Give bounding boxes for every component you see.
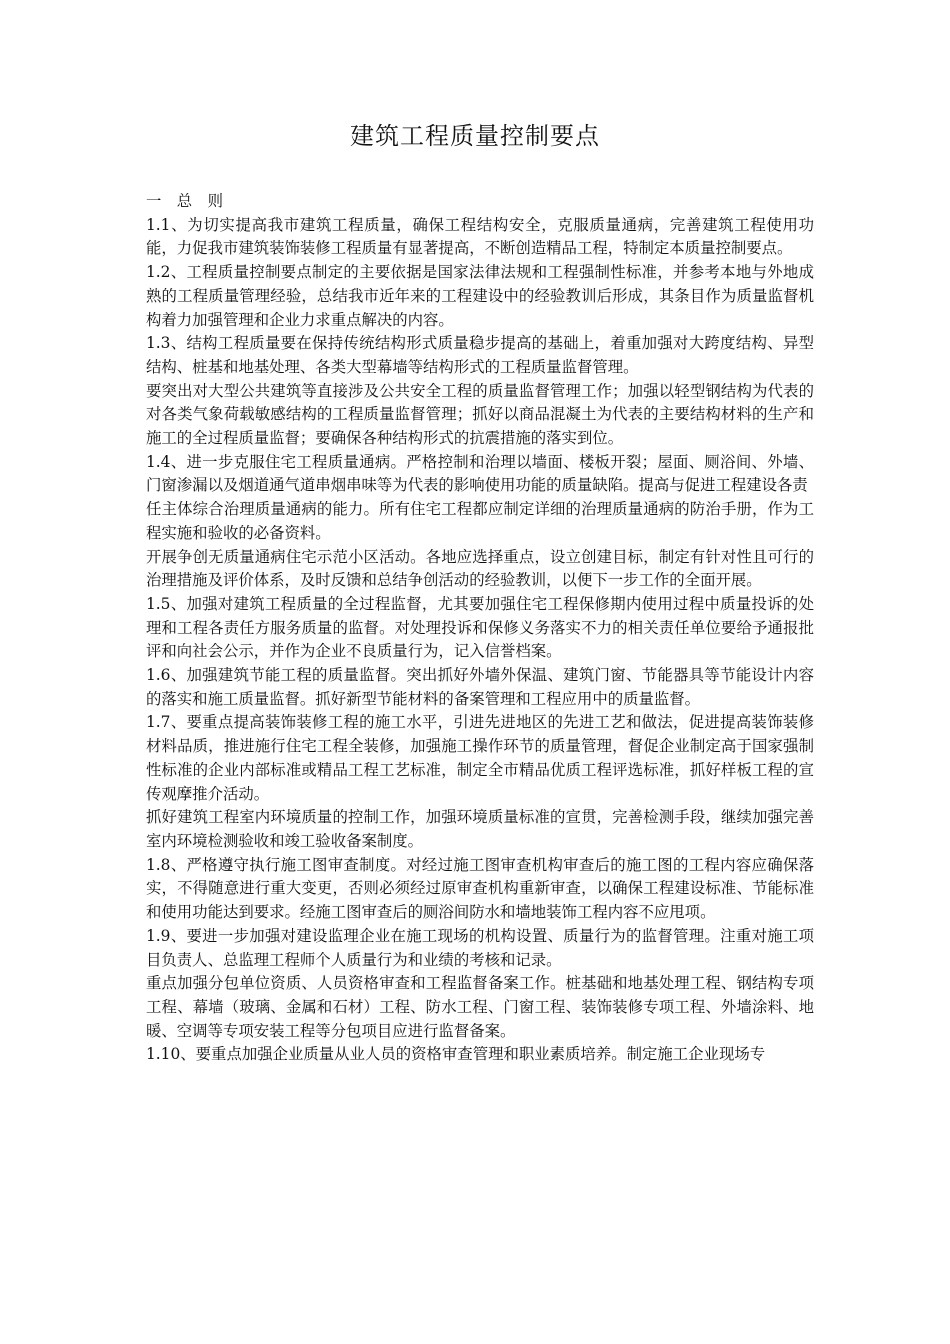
document-body — [146, 190, 814, 1067]
paragraph-1-8: 1.8、严格遵守执行施工图审查制度。对经过施工图审查机构审查后的施工图的工程内容应确保落实，不得随意进行重大变更，否则必须经过原审查机构重新审查，以确保工程建设标准、节能标准和使用功能达到要求。经施工图审查后的厕浴间防水和墙地装饰工程内容不应甩项。 — [146, 855, 814, 922]
paragraph-1-4-cont-2: 开展争创无质量通病住宅示范小区活动。各地应选择重点，设立创建目标，制定有针对性且可行的治理措施及评价体系，及时反馈和总结争创活动的经验教训，以便下一步工作的全面开展。 — [146, 547, 814, 590]
paragraph-1-5: 1.5、加强对建筑工程质量的全过程监督，尤其要加强住宅工程保修期内使用过程中质量投诉的处理和工程各责任方服务质量的监督。对处理投诉和保修义务落实不力的相关责任单位要给予通报批评和向社会公示，并作为企业不良质量行为，记入信誉档案。 — [146, 594, 814, 661]
paragraph-1-10: 1.10、要重点加强企业质量从业人员的资格审查管理和职业素质培养。制定施工企业现场专 — [146, 1045, 766, 1064]
paragraph-1-7: 1.7、要重点提高装饰装修工程的施工水平，引进先进地区的先进工艺和做法，促进提高装饰装修材料品质，推进施行住宅工程全装修，加强施工操作环节的质量管理，督促企业制定高于国家强制性标准的企业内部标准或精品工程工艺标准，制定全市精品优质工程评选标准，抓好样板工程的宣传观摩推介活动。 — [146, 713, 814, 803]
document-title: 建筑工程质量控制要点 — [350, 122, 600, 150]
paragraph-1-2: 1.2、工程质量控制要点制定的主要依据是国家法律法规和工程强制性标准，并参考本地与外地成熟的工程质量管理经验，总结我市近年来的工程建设中的经验教训后形成，其条目作为质量监督机构着力加强管理和企业力求重点解决的内容。 — [146, 263, 814, 329]
paragraph-1-9: 1.9、要进一步加强对建设监理企业在施工现场的机构设置、质量行为的监督管理。注重对施工项目负责人、总监理工程师个人质量行为和业绩的考核和记录。 — [146, 926, 814, 969]
paragraph-1-4-cont: 任主体综合治理质量通病的能力。所有住宅工程都应制定详细的治理质量通病的防治手册，作为工程实施和验收的必备资料。 — [146, 500, 814, 542]
paragraph-1-7-cont: 抓好建筑工程室内环境质量的控制工作，加强环境质量标准的宣贯，完善检测手段，继续加强完善室内环境检测验收和竣工验收备案制度。 — [146, 808, 814, 850]
paragraph-1-3-cont: 要突出对大型公共建筑等直接涉及公共安全工程的质量监督管理工作；加强以轻型钢结构为代表的对各类气象荷载敏感结构的工程质量监督管理；抓好以商品混凝土为代表的主要结构材料的生产和施工的全过程质量监督；要确保各种结构形式的抗震措施的落实到位。 — [146, 381, 814, 448]
paragraph-1-4: 1.4、进一步克服住宅工程质量通病。严格控制和治理以墙面、楼板开裂；屋面、厕浴间、外墙、门窗渗漏以及烟道通气道串烟串味等为代表的影响使用功能的质量缺陷。提高与促进工程建设各责 — [146, 452, 814, 495]
paragraph-1-1: 1.1、为切实提高我市建筑工程质量，确保工程结构安全，克服质量通病，完善建筑工程使用功能，力促我市建筑装饰装修工程质量有显著提高，不断创造精品工程，特制定本质量控制要点。 — [146, 215, 814, 258]
paragraph-1-6: 1.6、加强建筑节能工程的质量监督。突出抓好外墙外保温、建筑门窗、节能器具等节能设计内容的落实和施工质量监督。抓好新型节能材料的备案管理和工程应用中的质量监督。 — [146, 666, 814, 708]
paragraph-1-3: 1.3、结构工程质量要在保持传统结构形式质量稳步提高的基础上，着重加强对大跨度结构、异型结构、桩基和地基处理、各类大型幕墙等结构形式的工程质量监督管理。 — [146, 334, 814, 376]
section-heading: 一 总 则 — [146, 192, 223, 210]
paragraph-1-9-cont: 重点加强分包单位资质、人员资格审查和工程监督备案工作。桩基础和地基处理工程、钢结构专项工程、幕墙（玻璃、金属和石材）工程、防水工程、门窗工程、装饰装修专项工程、外墙涂料、地暖、空调等专项安装工程等分包项目应进行监督备案。 — [146, 974, 814, 1040]
